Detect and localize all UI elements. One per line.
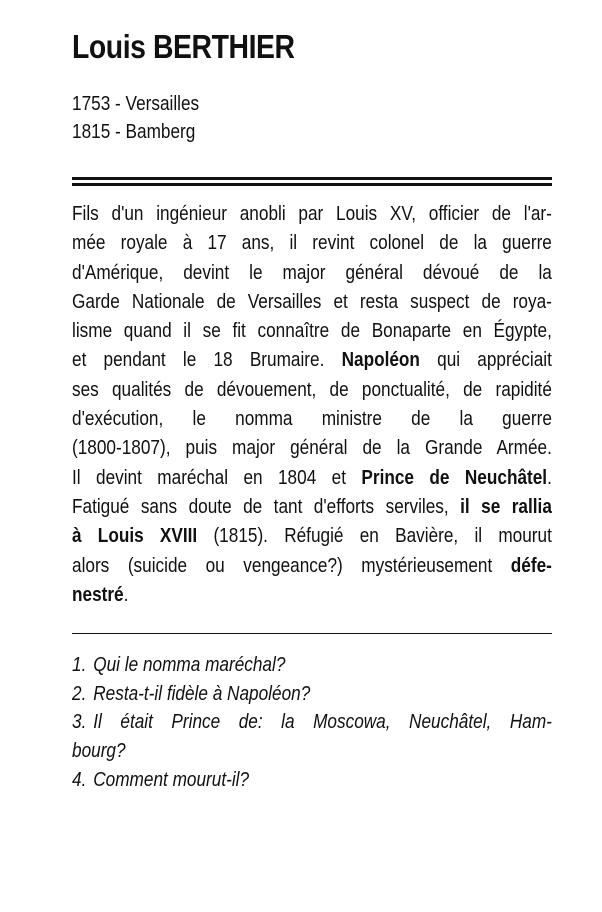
- text-run: d'Amérique, devint le major général dévoué de la: [72, 261, 552, 284]
- text-run: alors (suicide ou vengeance?) mystérieusement: [72, 554, 511, 577]
- bold-term: Prince de Neuchâtel: [361, 466, 548, 489]
- biography-line: [72, 493, 552, 522]
- question-item: [72, 651, 552, 680]
- bold-term: nestré: [72, 583, 124, 606]
- death-line: 1815 - Bamberg: [72, 121, 196, 143]
- biography-line: [72, 288, 552, 317]
- bold-term: Napoléon: [341, 349, 420, 372]
- biography-line: [72, 522, 552, 551]
- text-run: et pendant le 18 Brumaire.: [72, 349, 342, 372]
- text-run: (1815). Réfugié en Bavière, il mourut: [197, 525, 552, 548]
- question-text: Qui le nomma maréchal?: [93, 654, 286, 676]
- biography-paragraph: [72, 200, 552, 610]
- header-divider-bottom: [72, 183, 552, 186]
- question-number: 2.: [72, 682, 87, 705]
- question-text: Comment mourut-il?: [93, 768, 250, 791]
- question-item: [72, 766, 552, 795]
- page-title: Louis BERTHIER: [72, 28, 295, 65]
- biography-line: [72, 405, 552, 434]
- text-run: d'exécution, le nomma ministre de la guerre: [72, 408, 552, 431]
- biography-line: [72, 376, 552, 405]
- bold-term: à Louis XVIII: [72, 525, 198, 548]
- text-run: Fatigué sans doute de tant d'efforts serviles,: [72, 495, 461, 518]
- question-text: Il était Prince de: la Moscowa, Neuchâtel, Ham-: [93, 711, 552, 734]
- biography-line: [72, 464, 552, 493]
- birth-line: 1753 - Versailles: [72, 93, 200, 115]
- biography-line: [72, 317, 552, 346]
- text-run: ses qualités de dévouement, de ponctualité, de rapidité: [72, 378, 552, 401]
- biography-line: [72, 434, 552, 463]
- question-text: bourg?: [72, 740, 126, 763]
- bold-term: défe-: [510, 554, 552, 577]
- biography-line: [72, 259, 552, 288]
- text-run: lisme quand il se fit connaître de Bonaparte en Égypte,: [72, 320, 552, 343]
- text-run: (1800-1807), puis major général de la Grande Armée.: [72, 437, 552, 460]
- text-run: .: [123, 583, 129, 606]
- question-item: [72, 737, 552, 766]
- question-item: [72, 708, 552, 737]
- text-run: Fils d'un ingénieur anobli par Louis XV, officier de l'ar-: [72, 203, 552, 225]
- biography-line: [72, 229, 552, 258]
- biography-line: [72, 200, 552, 229]
- question-number: 1.: [72, 654, 87, 676]
- questions-divider: [72, 633, 552, 634]
- biography-line: [72, 346, 552, 375]
- question-number: 4.: [72, 768, 87, 791]
- questions-list: [72, 651, 552, 795]
- biography-line: [72, 581, 552, 610]
- text-run: mée royale à 17 ans, il revint colonel de la guerre: [72, 232, 552, 255]
- bold-term: il se rallia: [460, 495, 552, 518]
- text-run: .: [547, 466, 552, 489]
- question-text: Resta-t-il fidèle à Napoléon?: [93, 682, 311, 705]
- header-divider-top: [72, 177, 552, 180]
- question-number: 3.: [72, 711, 87, 734]
- biography-line: [72, 552, 552, 581]
- text-run: Garde Nationale de Versailles et resta suspect de roya-: [72, 290, 552, 313]
- life-dates: [72, 90, 199, 146]
- text-run: Il devint maréchal en 1804 et: [72, 466, 362, 489]
- text-run: qui appréciait: [419, 349, 552, 372]
- question-item: [72, 680, 552, 709]
